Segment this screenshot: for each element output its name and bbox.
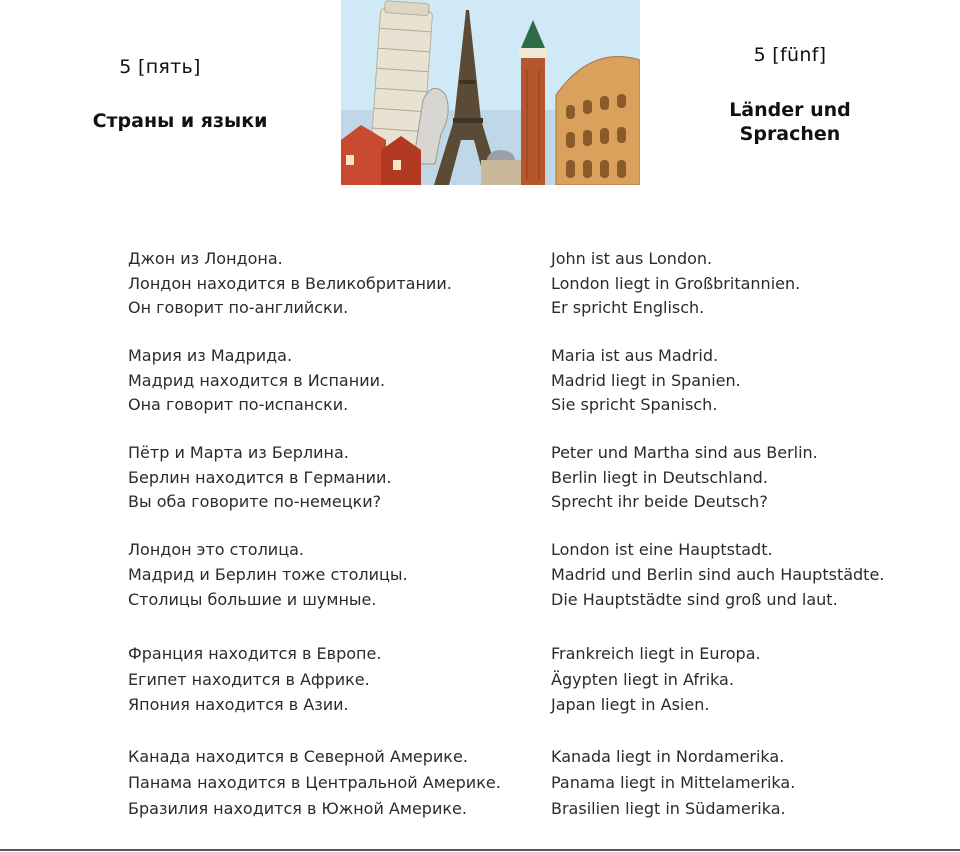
phrase-de: Kanada liegt in Nordamerika.	[551, 747, 785, 766]
phrase-de: Maria ist aus Madrid.	[551, 346, 719, 365]
phrase-group-de	[551, 344, 951, 418]
phrase-ru: Столицы большие и шумные.	[128, 590, 377, 610]
phrase-de: Berlin liegt in Deutschland.	[551, 467, 768, 487]
phrase-ru: Панама находится в Центральной Америке.	[128, 773, 501, 792]
phrase-ru: Мадрид и Берлин тоже столицы.	[128, 564, 408, 584]
phrase-group-ru	[128, 344, 538, 418]
phrase-ru: Лондон это столица.	[128, 540, 304, 559]
phrase-de: London ist eine Hauptstadt.	[551, 540, 773, 559]
phrase-group-ru	[128, 247, 538, 321]
phrase-ru: Пётр и Марта из Берлина.	[128, 443, 349, 462]
phrase-de: Panama liegt in Mittelamerika.	[551, 773, 796, 792]
phrase-de: Sie spricht Spanisch.	[551, 395, 718, 415]
phrase-group-ru	[128, 744, 538, 822]
phrase-de: Madrid liegt in Spanien.	[551, 370, 741, 390]
phrase-de: Frankreich liegt in Europa.	[551, 644, 761, 663]
phrase-ru: Берлин находится в Германии.	[128, 467, 392, 487]
phrase-group-ru	[128, 538, 538, 613]
lesson-title-de: Länder und Sprachen	[729, 99, 851, 145]
phrase-ru: Мадрид находится в Испании.	[128, 370, 386, 390]
phrase-group-ru	[128, 641, 538, 718]
lesson-number-ru: 5 [пять]	[119, 56, 201, 78]
phrase-ru: Он говорит по-английски.	[128, 298, 349, 318]
phrase-ru: Она говорит по-испански.	[128, 395, 349, 415]
landmarks-illustration	[341, 0, 640, 185]
phrase-de: Die Hauptstädte sind groß und laut.	[551, 590, 838, 610]
phrase-ru: Мария из Мадрида.	[128, 346, 293, 365]
phrase-group-de	[551, 641, 951, 718]
phrase-de: London liegt in Großbritannien.	[551, 273, 801, 293]
phrase-ru: Япония находится в Азии.	[128, 695, 349, 715]
phrase-group-de	[551, 441, 951, 515]
lesson-title-ru: Страны и языки	[92, 110, 268, 132]
phrase-de: John ist aus London.	[551, 249, 713, 268]
phrase-de: Sprecht ihr beide Deutsch?	[551, 492, 768, 512]
phrase-ru: Вы оба говорите по-немецки?	[128, 492, 382, 512]
phrase-group-de	[551, 744, 951, 822]
phrase-ru: Лондон находится в Великобритании.	[128, 273, 452, 293]
phrase-group-de	[551, 538, 951, 613]
phrase-de: Japan liegt in Asien.	[551, 695, 710, 715]
phrase-ru: Египет находится в Африке.	[128, 669, 370, 689]
phrase-group-ru	[128, 441, 538, 515]
phrase-ru: Бразилия находится в Южной Америке.	[128, 799, 467, 818]
phrase-de: Ägypten liegt in Afrika.	[551, 669, 734, 689]
phrase-de: Madrid und Berlin sind auch Hauptstädte.	[551, 564, 885, 584]
phrase-de: Peter und Martha sind aus Berlin.	[551, 443, 818, 462]
phrase-group-de	[551, 247, 951, 321]
phrase-ru: Франция находится в Европе.	[128, 644, 382, 663]
phrase-de: Er spricht Englisch.	[551, 298, 705, 318]
phrase-ru: Джон из Лондона.	[128, 249, 283, 268]
phrase-ru: Канада находится в Северной Америке.	[128, 747, 468, 766]
phrase-de: Brasilien liegt in Südamerika.	[551, 799, 786, 818]
lesson-number-de: 5 [fünf]	[753, 44, 827, 66]
bottom-divider	[0, 849, 960, 851]
landmarks-collage-image	[341, 0, 640, 185]
